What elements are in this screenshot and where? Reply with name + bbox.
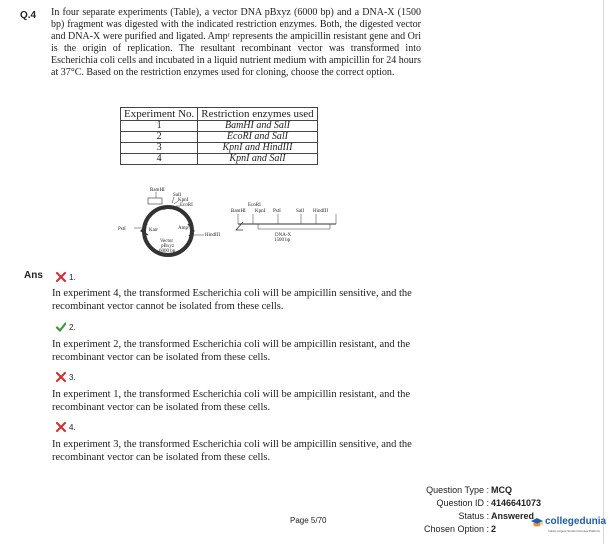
cloning-diagram (118, 184, 418, 270)
vector-site-kpni: KpnI (178, 198, 189, 203)
option-3-text[interactable]: In experiment 1, the transformed Escherichia coli will be ampicillin resistant, and the recombinant vector can be isolated from these cells. (52, 389, 411, 413)
dna-site-hindiii: HindIII (313, 209, 328, 214)
vector-site-psti: PstI (118, 227, 126, 232)
dna-site-bamhi: BamHI (231, 209, 246, 214)
dna-site-sali: SalI (296, 209, 305, 214)
table-row (121, 132, 318, 143)
option-number: 2. (69, 323, 76, 332)
table-cell-enzymes: KpnI and HindIII (198, 143, 317, 154)
dna-x-name: DNA-X (275, 233, 292, 238)
option-number: 1. (69, 273, 76, 282)
info-id-label: Question ID : (436, 498, 489, 508)
wrong-mark-icon (56, 372, 66, 382)
logo-name: collegedunia (545, 516, 607, 527)
table-header-row (121, 108, 318, 121)
vector-name-line2: pBxyz (161, 244, 175, 249)
table-cell-exp: 2 (121, 132, 198, 143)
logo-tagline: India's largest Student Review Platform (548, 529, 601, 533)
option-4-text[interactable]: In experiment 3, the transformed Escherichia coli will be ampicillin sensitive, and the recombinant vector can be isolated from these cells. (52, 439, 412, 463)
question-number: Q.4 (20, 10, 37, 21)
vector-ori-label: Ori (159, 207, 166, 212)
dna-x-size: 1500 bp (274, 238, 291, 243)
info-type-label: Question Type : (426, 485, 489, 495)
table-cell-exp: 3 (121, 143, 198, 154)
option-number: 3. (69, 373, 76, 382)
page-edge-line (603, 0, 604, 544)
info-chosen-label: Chosen Option : (423, 524, 489, 534)
info-row-id (395, 497, 541, 510)
correct-check-icon (56, 322, 66, 332)
vector-site-bamhi: BamHI (150, 188, 165, 193)
dna-site-kpni: KpnI (255, 209, 266, 214)
vector-site-ecori: EcoRI (180, 203, 193, 208)
info-row-status (395, 510, 541, 523)
info-row-chosen (395, 523, 541, 536)
option-1-text[interactable]: In experiment 4, the transformed Escherichia coli will be ampicillin sensitive, and the recombinant vector cannot be isolated from these cells. (52, 288, 412, 312)
info-type-value: MCQ (491, 485, 512, 495)
table-header-experiment: Experiment No. (121, 108, 198, 121)
table-cell-enzymes: EcoRI and SalI (198, 132, 317, 143)
table-cell-enzymes: KpnI and SalI (198, 154, 317, 165)
page-number: Page 5/70 (290, 516, 327, 525)
dna-site-ecori: EcoRI (248, 203, 261, 208)
info-id-value: 4146641073 (491, 498, 542, 508)
info-row-type (395, 484, 541, 497)
info-status-value: Answered (491, 511, 535, 521)
table-cell-enzymes: BamHI and SalI (198, 121, 317, 132)
experiment-table (120, 107, 318, 165)
table-header-enzymes: Restriction enzymes used (198, 108, 317, 121)
table-cell-exp: 1 (121, 121, 198, 132)
option-number: 4. (69, 423, 76, 432)
vector-kan-label: Kanʳ (149, 228, 159, 233)
question-text: In four separate experiments (Table), a vector DNA pBxyz (6000 bp) and a DNA-X (1500 bp) fragment was digested with the indicated restriction enzymes. Both, the digested vector and DNA-X were purified and ligated. Ampʳ represents the ampicillin resistant gene and Ori is the origin of replication. The resultant recombinant vector was transformed into Escherichia coli cells and incubated in a liquid nutrient medium with ampicillin for 24 hours at 37°C. Based on the restriction enzymes used for cloning, choose the correct option. (51, 7, 421, 78)
vector-name-line1: Vector (160, 239, 174, 244)
dna-site-psti: PstI (273, 209, 281, 214)
graduation-cap-icon (530, 516, 544, 530)
wrong-mark-icon (56, 272, 66, 282)
wrong-mark-icon (56, 422, 66, 432)
table-cell-exp: 4 (121, 154, 198, 165)
vector-site-hindiii: HindIII (205, 233, 220, 238)
vector-size: 6000 bp (159, 249, 176, 254)
ori-box (148, 198, 162, 204)
answer-label: Ans (24, 270, 43, 281)
vector-amp-label: Ampʳ (178, 226, 190, 231)
question-info-panel (395, 484, 541, 536)
table-row (121, 154, 318, 165)
table-row (121, 121, 318, 132)
info-chosen-value: 2 (491, 524, 497, 534)
collegedunia-logo[interactable] (530, 514, 610, 540)
option-2-text[interactable]: In experiment 2, the transformed Escherichia coli will be ampicillin resistant, and the recombinant vector can be isolated from these cells. (52, 339, 411, 363)
table-row (121, 143, 318, 154)
info-status-label: Status : (458, 511, 489, 521)
vector-site-sali: SalI (173, 193, 182, 198)
